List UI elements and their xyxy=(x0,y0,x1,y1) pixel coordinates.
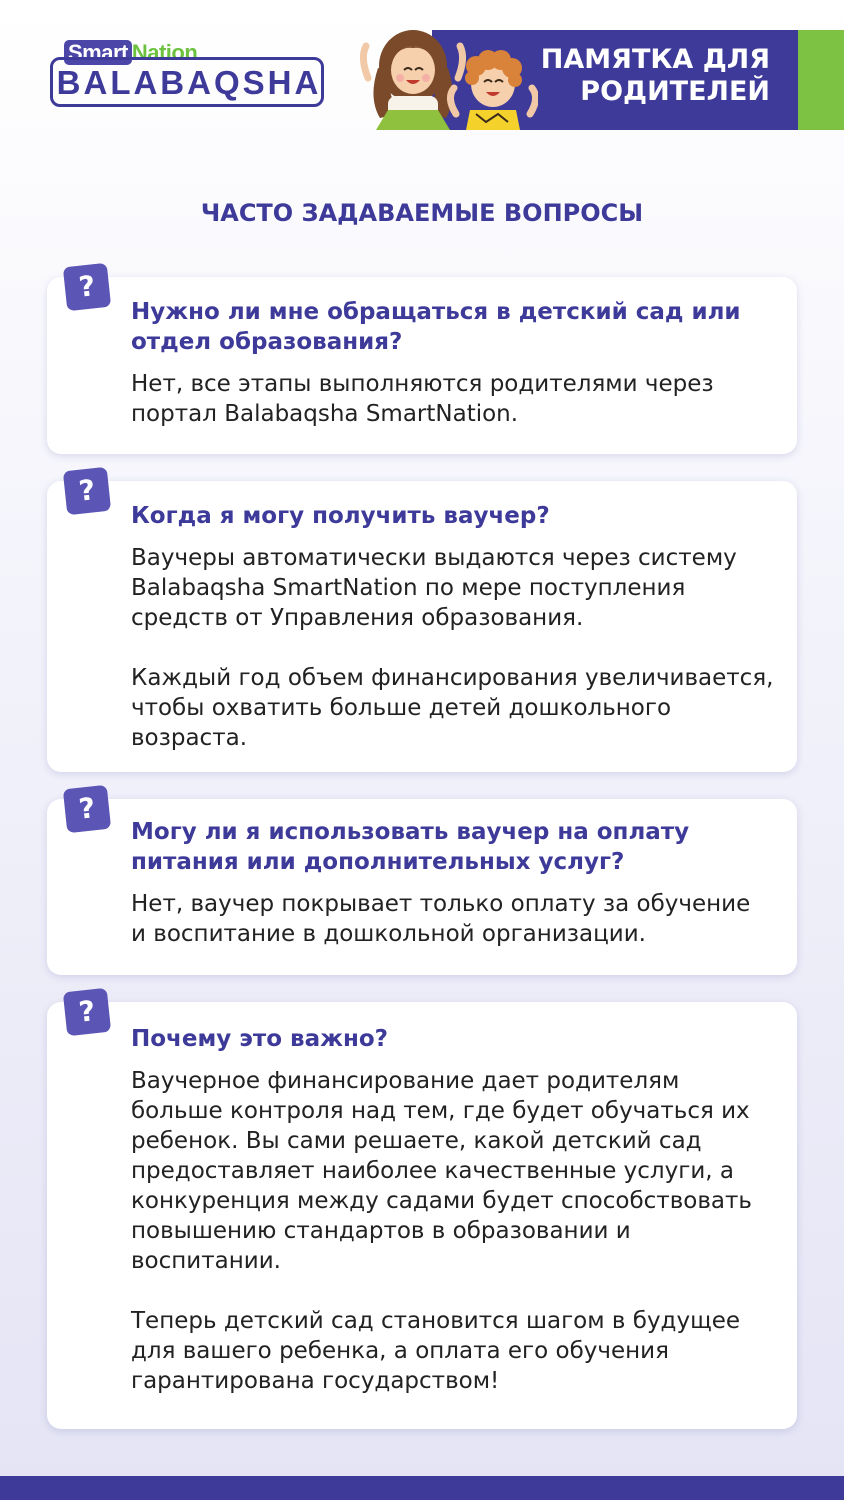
answer-line: гарантирована государством! xyxy=(131,1368,500,1394)
answer-line: Теперь детский сад становится шагом в будущее xyxy=(131,1308,741,1334)
answer-line: чтобы охватить больше детей дошкольного xyxy=(131,695,672,721)
answer-line: портал Balabaqsha SmartNation. xyxy=(131,401,519,427)
answer-line: ребенок. Вы сами решаете, какой детский сад xyxy=(131,1128,702,1154)
answer-line: и воспитание в дошкольной организации. xyxy=(131,921,646,947)
question-mark-icon: ? xyxy=(63,988,111,1036)
question-line: Нужно ли мне обращаться в детский сад или xyxy=(131,299,741,325)
answer-line: повышению стандартов в образовании и xyxy=(131,1218,631,1244)
faq-answer xyxy=(131,369,777,429)
faq-card-4 xyxy=(47,994,797,1429)
footer-bar xyxy=(0,1476,844,1500)
answer-line: Каждый год объем финансирования увеличивается, xyxy=(131,665,774,691)
answer-line: Ваучеры автоматически выдаются через систему xyxy=(131,545,737,571)
header-green-stripe xyxy=(798,30,844,130)
answer-line: средств от Управления образования. xyxy=(131,605,584,631)
answer-line: больше контроля над тем, где будет обучаться их xyxy=(131,1098,750,1124)
faq-card-3 xyxy=(47,791,797,975)
answer-line: Ваучерное финансирование дает родителям xyxy=(131,1068,680,1094)
faq-question xyxy=(131,1024,777,1054)
question-line: Почему это важно? xyxy=(131,1026,389,1052)
question-line: Могу ли я использовать ваучер на оплату xyxy=(131,819,690,845)
answer-line: для вашего ребенка, а оплата его обучения xyxy=(131,1338,669,1364)
question-line: питания или дополнительных услуг? xyxy=(131,849,625,875)
balabaqsha-logo xyxy=(50,40,330,112)
question-line: Когда я могу получить ваучер? xyxy=(131,503,550,529)
answer-line: воспитании. xyxy=(131,1248,281,1274)
faq-heading: ЧАСТО ЗАДАВАЕМЫЕ ВОПРОСЫ xyxy=(200,199,644,227)
question-mark-icon: ? xyxy=(63,785,111,833)
faq-question xyxy=(131,501,777,531)
logo-nation: Nation xyxy=(131,40,198,65)
faq-answer xyxy=(131,663,777,753)
question-mark-icon: ? xyxy=(63,467,111,515)
kids-illustration xyxy=(358,18,538,130)
faq-question xyxy=(131,817,777,877)
logo-smart: Smart xyxy=(64,40,132,65)
faq-answer xyxy=(131,1066,777,1276)
question-mark-icon: ? xyxy=(63,263,111,311)
answer-line: Нет, ваучер покрывает только оплату за обучение xyxy=(131,891,751,917)
faq-card-2 xyxy=(47,473,797,772)
question-line: отдел образования? xyxy=(131,329,403,355)
answer-line: предоставляет наиболее качественные услуги, а xyxy=(131,1158,734,1184)
answer-line: Balabaqsha SmartNation по мере поступления xyxy=(131,575,686,601)
faq-card-1 xyxy=(47,269,797,454)
faq-answer xyxy=(131,889,777,949)
answer-line: конкуренция между садами будет способствовать xyxy=(131,1188,752,1214)
page-title-line1: ПАМЯТКА ДЛЯ xyxy=(540,44,770,75)
answer-line: Нет, все этапы выполняются родителями через xyxy=(131,371,714,397)
answer-line: возраста. xyxy=(131,725,247,751)
faq-question xyxy=(131,297,777,357)
logo-balabaqsha: BALABAQSHA xyxy=(56,64,322,101)
faq-answer xyxy=(131,1306,777,1396)
faq-answer xyxy=(131,543,777,633)
page-title-line2: РОДИТЕЛЕЙ xyxy=(580,76,770,107)
